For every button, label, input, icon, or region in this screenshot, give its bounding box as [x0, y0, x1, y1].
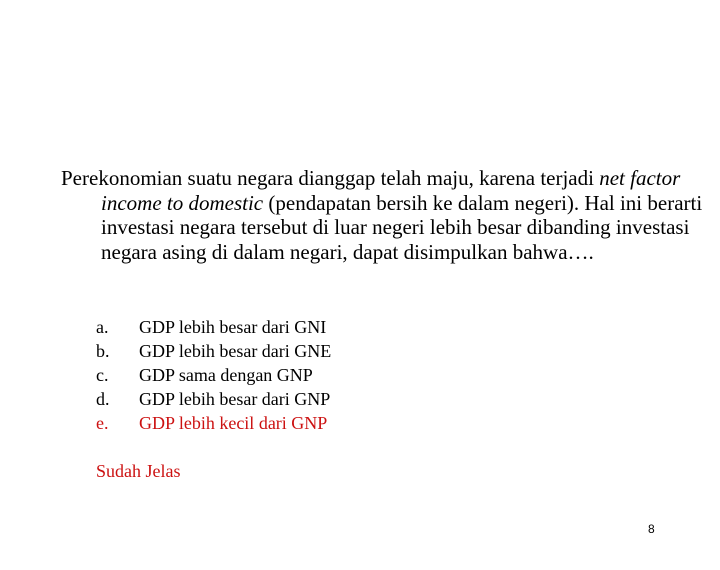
option-text: GDP lebih besar dari GNI	[139, 317, 327, 337]
option-d	[96, 387, 331, 411]
answer-note: Sudah Jelas	[96, 461, 181, 481]
question-term: net factor income to domestic	[101, 166, 681, 215]
option-text: GDP lebih besar dari GNP	[139, 389, 331, 409]
question-text-after: (pendapatan bersih ke dalam negeri). Hal ini berarti investasi negara tersebut di luar negeri lebih besar dibanding investasi negara asing di dalam negari, dapat disimpulkan bahwa….	[101, 190, 703, 264]
question-text-before: Perekonomian suatu negara dianggap telah maju, karena terjadi	[61, 166, 600, 190]
option-letter: b.	[96, 341, 110, 361]
option-a	[96, 315, 331, 339]
option-text: GDP lebih besar dari GNE	[139, 341, 332, 361]
option-letter: c.	[96, 365, 109, 385]
question-text	[61, 166, 711, 264]
option-letter: d.	[96, 389, 110, 409]
option-text: GDP lebih kecil dari GNP	[139, 413, 328, 433]
option-text: GDP sama dengan GNP	[139, 365, 313, 385]
option-e-correct	[96, 411, 331, 435]
option-letter: a.	[96, 317, 109, 337]
option-c	[96, 363, 331, 387]
option-b	[96, 339, 331, 363]
option-letter: e.	[96, 413, 109, 433]
answer-options	[96, 315, 331, 435]
page-number: 8	[648, 522, 655, 536]
